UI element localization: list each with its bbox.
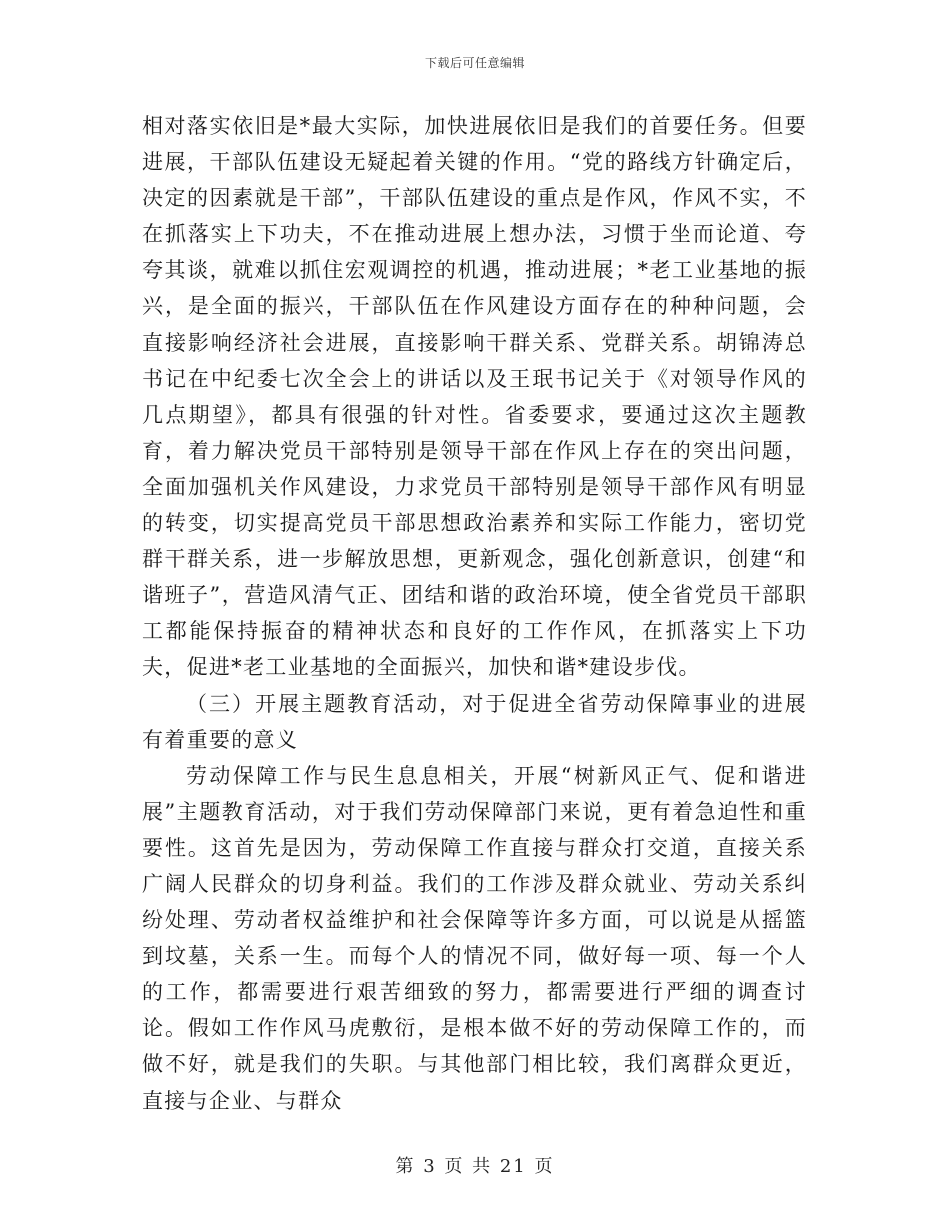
paragraph: 劳动保障工作与民生息息相关，开展“树新风正气、促和谐进展”主题教育活动，对于我们劳动保障部门来说，更有着急迫性和重要性。这首先是因为，劳动保障工作直接与群众打交道，直接关系广阔人民群众的切身利益。我们的工作涉及群众就业、劳动关系纠纷处理、劳动者权益维护和社会保障等许多方面，可以说是从摇篮到坟墓，关系一生。而每个人的情况不同，做好每一项、每一个人的工作，都需要进行艰苦细致的努力，都需要进行严细的调查讨论。假如工作作风马虎敷衍，是根本做不好的劳动保障工作的，而做不好，就是我们的失职。与其他部门相比较，我们离群众更近，直接与企业、与群众: [142, 763, 807, 1113]
page-header: 下载后可任意编辑: [424, 56, 525, 70]
document-body: [142, 108, 807, 1119]
section-heading: （三）开展主题教育活动，对于促进全省劳动保障事业的进展有着重要的意义: [142, 691, 807, 752]
paragraph-continuation: 相对落实依旧是*最大实际，加快进展依旧是我们的首要任务。但要进展，干部队伍建设无疑起着关键的作用。“党的路线方针确定后，决定的因素就是干部”，干部队伍建设的重点是作风，作风不实，不在抓落实上下功夫，不在推动进展上想办法，习惯于坐而论道、夸夸其谈，就难以抓住宏观调控的机遇，推动进展；*老工业基地的振兴，是全面的振兴，干部队伍在作风建设方面存在的种种问题，会直接影响经济社会进展，直接影响干群关系、党群关系。胡锦涛总书记在中纪委七次全会上的讲话以及王珉书记关于《对领导作风的几点期望》，都具有很强的针对性。省委要求，要通过这次主题教育，着力解决党员干部特别是领导干部在作风上存在的突出问题，全面加强机关作风建设，力求党员干部特别是领导干部作风有明显的转变，切实提高党员干部思想政治素养和实际工作能力，密切党群干群关系，进一步解放思想，更新观念，强化创新意识，创建“和谐班子”，营造风清气正、团结和谐的政治环境，使全省党员干部职工都能保持振奋的精神状态和良好的工作作风，在抓落实上下功夫，促进*老工业基地的全面振兴，加快和谐*建设步伐。: [142, 114, 807, 680]
page-footer: 第 3 页 共 21 页: [395, 1156, 555, 1177]
